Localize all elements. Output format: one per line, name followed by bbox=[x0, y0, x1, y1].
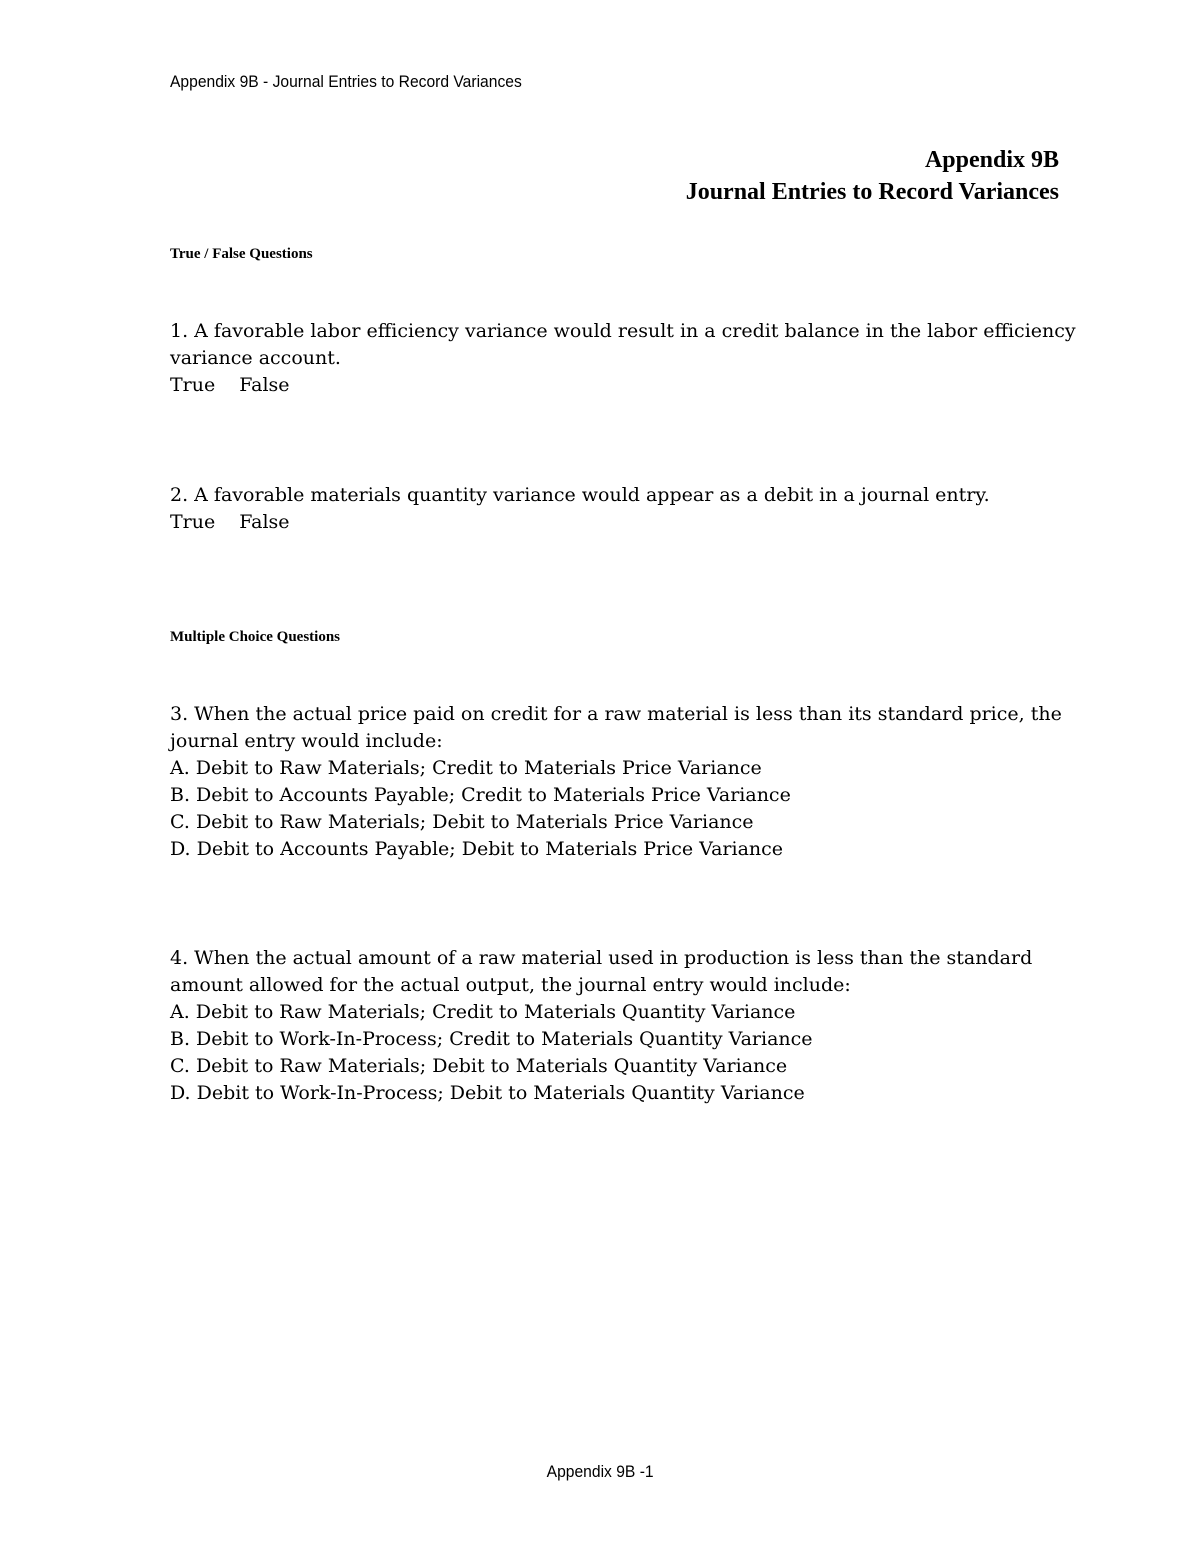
question-3-choice-a: A. Debit to Raw Materials; Credit to Materials Price Variance bbox=[170, 757, 762, 779]
question-2 bbox=[170, 482, 1070, 536]
question-1-options bbox=[170, 372, 1070, 399]
running-header: Appendix 9B - Journal Entries to Record Variances bbox=[170, 72, 522, 91]
true-false-heading: True / False Questions bbox=[170, 246, 313, 262]
title-line-2: Journal Entries to Record Variances bbox=[685, 179, 1059, 205]
question-3-choice-d: D. Debit to Accounts Payable; Debit to Materials Price Variance bbox=[170, 838, 784, 860]
question-4 bbox=[170, 945, 1070, 1107]
question-2-line-1: 2. A favorable materials quantity variance would appear as a debit in a journal entry. bbox=[170, 484, 990, 506]
page-footer bbox=[0, 1462, 1200, 1482]
question-4-choice-c: C. Debit to Raw Materials; Debit to Materials Quantity Variance bbox=[170, 1055, 788, 1077]
multiple-choice-heading: Multiple Choice Questions bbox=[170, 629, 341, 645]
question-4-line-2: amount allowed for the actual output, the journal entry would include: bbox=[170, 974, 851, 996]
question-1-line-1: 1. A favorable labor efficiency variance would result in a credit balance in the labor efficiency bbox=[170, 320, 1076, 342]
option-true: True bbox=[170, 511, 216, 533]
question-2-options bbox=[170, 509, 1070, 536]
question-1-line-2: variance account. bbox=[170, 347, 341, 369]
option-false: False bbox=[239, 374, 290, 396]
question-3-choice-b: B. Debit to Accounts Payable; Credit to Materials Price Variance bbox=[170, 784, 791, 806]
question-4-choice-a: A. Debit to Raw Materials; Credit to Materials Quantity Variance bbox=[170, 1001, 796, 1023]
question-1 bbox=[170, 318, 1076, 399]
question-3-line-1: 3. When the actual price paid on credit for a raw material is less than its standard price, the bbox=[170, 703, 1062, 725]
option-true: True bbox=[170, 374, 216, 396]
title-block bbox=[686, 144, 1059, 208]
page-number: Appendix 9B -1 bbox=[546, 1462, 654, 1481]
question-4-choice-d: D. Debit to Work-In-Process; Debit to Materials Quantity Variance bbox=[170, 1082, 805, 1104]
question-3 bbox=[170, 701, 1070, 863]
question-4-choice-b: B. Debit to Work-In-Process; Credit to Materials Quantity Variance bbox=[170, 1028, 813, 1050]
question-3-choice-c: C. Debit to Raw Materials; Debit to Materials Price Variance bbox=[170, 811, 754, 833]
title-line-1: Appendix 9B bbox=[924, 147, 1059, 173]
question-3-line-2: journal entry would include: bbox=[170, 730, 443, 752]
option-false: False bbox=[239, 511, 290, 533]
question-4-line-1: 4. When the actual amount of a raw material used in production is less than the standard bbox=[170, 947, 1033, 969]
